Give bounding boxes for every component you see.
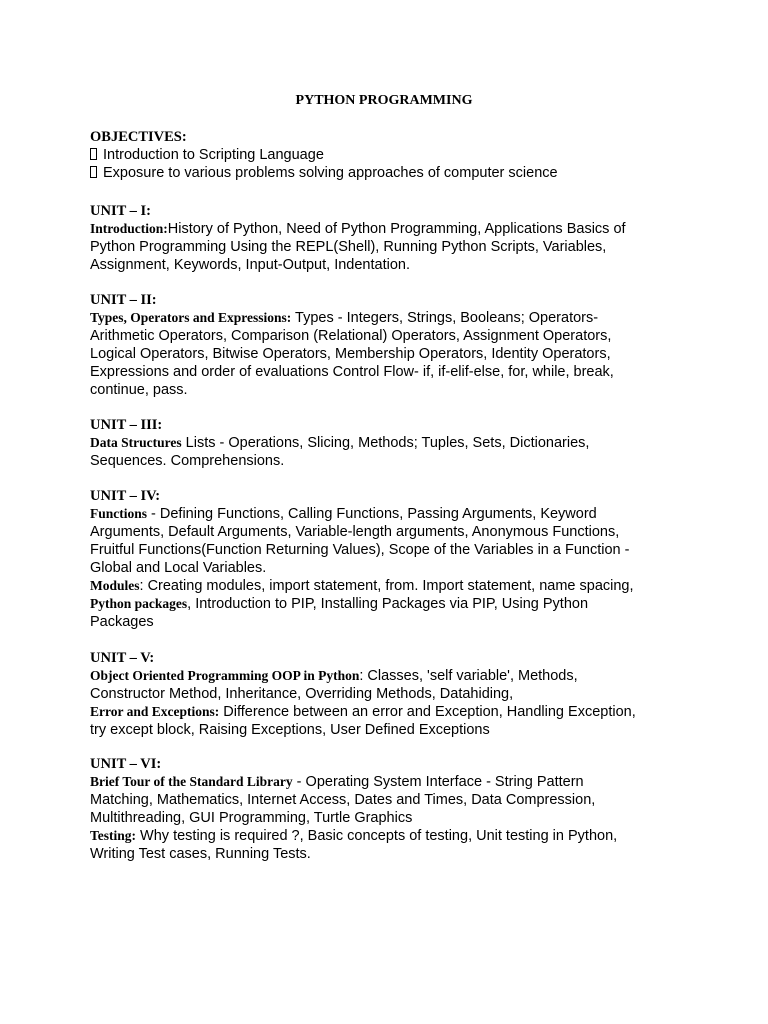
topic-label: Brief Tour of the Standard Library: [90, 774, 293, 789]
objective-item: Exposure to various problems solving approaches of computer science: [90, 164, 690, 182]
unit-text-line: Packages: [90, 614, 154, 630]
unit-text-line: Matching, Mathematics, Internet Access, Dates and Times, Data Compression,: [90, 792, 596, 808]
unit-text-line: Arguments, Default Arguments, Variable-length arguments, Anonymous Functions,: [90, 524, 620, 540]
topic-label: Introduction:: [90, 221, 168, 236]
unit-text-line: Object Oriented Programming OOP in Python: Classes, 'self variable', Methods,: [90, 668, 578, 684]
unit-heading: UNIT – III:: [90, 417, 163, 433]
unit-3-section: [90, 416, 690, 470]
unit-text-line: Constructor Method, Inheritance, Overriding Methods, Datahiding,: [90, 686, 514, 702]
topic-label: Python packages: [90, 596, 188, 611]
unit-2-section: [90, 291, 690, 399]
unit-4-section: [90, 487, 690, 631]
unit-text-line: Global and Local Variables.: [90, 560, 267, 576]
unit-text-line: Expressions and order of evaluations Control Flow- if, if-elif-else, for, while, break,: [90, 364, 614, 380]
page-title: PYTHON PROGRAMMING: [295, 93, 473, 108]
unit-text-line: try except block, Raising Exceptions, User Defined Exceptions: [90, 722, 490, 738]
unit-text-line: Sequences. Comprehensions.: [90, 453, 285, 469]
unit-text-line: Assignment, Keywords, Input-Output, Indentation.: [90, 257, 410, 273]
topic-label: Error and Exceptions:: [90, 704, 220, 719]
topic-label: Functions: [90, 506, 148, 521]
unit-text-line: Writing Test cases, Running Tests.: [90, 846, 311, 862]
bullet-box-icon: [90, 166, 97, 178]
bullet-box-icon: [90, 148, 97, 160]
objective-item: Introduction to Scripting Language: [90, 146, 690, 164]
unit-text-line: Testing: Why testing is required ?, Basic concepts of testing, Unit testing in Python,: [90, 828, 618, 844]
unit-heading: UNIT – II:: [90, 292, 157, 308]
unit-text-line: Logical Operators, Bitwise Operators, Membership Operators, Identity Operators,: [90, 346, 611, 362]
unit-heading: UNIT – VI:: [90, 756, 162, 772]
unit-text-line: continue, pass.: [90, 382, 188, 398]
unit-heading: UNIT – IV:: [90, 488, 161, 504]
unit-text-line: Fruitful Functions(Function Returning Values), Scope of the Variables in a Function -: [90, 542, 630, 558]
unit-text-line: Error and Exceptions: Difference between an error and Exception, Handling Exception,: [90, 704, 636, 720]
unit-text-line: Python packages, Introduction to PIP, Installing Packages via PIP, Using Python: [90, 596, 589, 612]
unit-heading: UNIT – I:: [90, 203, 151, 219]
topic-label: Types, Operators and Expressions:: [90, 310, 292, 325]
objectives-section: [90, 128, 690, 182]
unit-heading: UNIT – V:: [90, 650, 155, 666]
unit-text-line: Multithreading, GUI Programming, Turtle Graphics: [90, 810, 413, 826]
unit-text-line: Brief Tour of the Standard Library - Operating System Interface - String Pattern: [90, 774, 584, 790]
unit-text-line: Arithmetic Operators, Comparison (Relational) Operators, Assignment Operators,: [90, 328, 612, 344]
unit-text-line: Types, Operators and Expressions: Types - Integers, Strings, Booleans; Operators-: [90, 310, 599, 326]
unit-text-line: Modules: Creating modules, import statement, from. Import statement, name spacing,: [90, 578, 634, 594]
topic-label: Testing:: [90, 828, 137, 843]
unit-5-section: [90, 649, 690, 739]
unit-text-line: Introduction:History of Python, Need of Python Programming, Applications Basics of: [90, 221, 626, 237]
unit-1-section: [90, 202, 690, 274]
unit-text-line: Python Programming Using the REPL(Shell), Running Python Scripts, Variables,: [90, 239, 607, 255]
unit-text-line: Functions - Defining Functions, Calling Functions, Passing Arguments, Keyword: [90, 506, 597, 522]
unit-6-section: [90, 755, 690, 863]
objectives-heading: OBJECTIVES:: [90, 129, 187, 145]
unit-text-line: Data Structures Lists - Operations, Slicing, Methods; Tuples, Sets, Dictionaries,: [90, 435, 590, 451]
topic-label: Object Oriented Programming OOP in Python: [90, 668, 360, 683]
topic-label: Modules: [90, 578, 140, 593]
topic-label: Data Structures: [90, 435, 182, 450]
